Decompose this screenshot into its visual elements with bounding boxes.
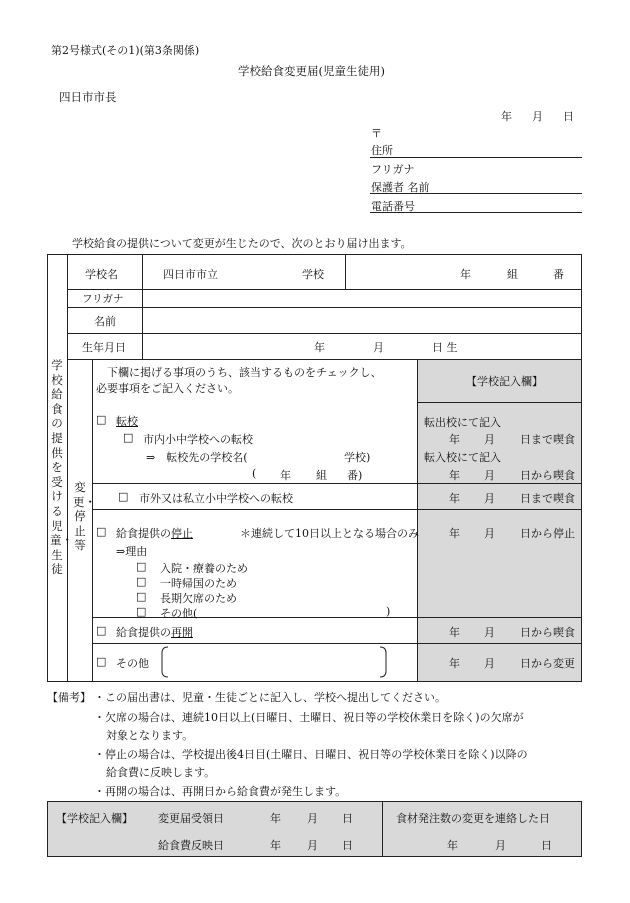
resume-checkbox[interactable]: □	[96, 624, 107, 637]
birth-month: 月	[373, 341, 384, 354]
school-suffix: 学校	[302, 268, 324, 281]
other-from: 日から変更	[520, 657, 575, 670]
destination-school-close: 学校)	[344, 451, 371, 464]
out-month: 月	[484, 433, 495, 446]
address-label: 住所	[371, 144, 393, 157]
received-day: 日	[342, 812, 353, 825]
remark-1: ・この届出書は、児童・生徒ごとに記入し、学校へ提出してください。	[94, 691, 446, 704]
remarks-label: 【備考】	[47, 691, 91, 704]
in-month: 月	[484, 469, 495, 482]
out-year: 年	[449, 433, 460, 446]
destination-year: 年	[280, 469, 291, 482]
notified-date-label: 食材発注数の変更を連絡した日	[396, 812, 550, 825]
instruction-line1: 下欄に掲げる事項のうち、該当するものをチェックし、	[107, 366, 382, 379]
remark-3b: 給食費に反映します。	[106, 766, 216, 779]
phone-label: 電話番号	[371, 200, 415, 213]
reason2-label: 一時帰国のため	[160, 577, 237, 590]
inside-transfer-checkbox[interactable]: □	[123, 431, 134, 444]
notified-day: 日	[541, 839, 552, 852]
reason2-checkbox[interactable]: □	[136, 575, 147, 588]
reason4-checkbox[interactable]: □	[136, 605, 147, 618]
outside-transfer-label: 市外又は私立小中学校への転校	[139, 492, 293, 505]
other-checkbox[interactable]: □	[96, 655, 107, 668]
student-name-label: 名前	[94, 315, 116, 328]
furigana-label: フリガナ	[371, 163, 415, 176]
phone-field[interactable]	[370, 212, 582, 213]
stop-note: ＊連続して10日以上となる場合のみ	[240, 527, 419, 540]
grade-number: 番	[553, 268, 564, 281]
stop-checkbox[interactable]: □	[96, 525, 107, 538]
grade-year: 年	[460, 268, 471, 281]
destination-paren: (	[252, 467, 257, 480]
bottom-school-label: 【学校記入欄】	[56, 812, 133, 825]
school-label: 学校名	[85, 268, 118, 281]
change-label: 変更・停止等	[73, 480, 96, 553]
birth-day: 日 生	[432, 341, 458, 354]
reason1-label: 入院・療養のため	[160, 562, 248, 575]
stop-year: 年	[449, 527, 460, 540]
intro-text: 学校給食の提供について変更が生じたので、次のとおり届け出ます。	[72, 237, 412, 250]
other-label: その他	[116, 657, 149, 670]
address-field[interactable]	[370, 157, 582, 158]
addressee: 四日市市長	[59, 90, 117, 104]
remark-2a: ・欠席の場合は、連続10日以上(日曜日、土曜日、祝日等の学校休業日を除く)の欠席が	[94, 711, 524, 724]
other-bracket-field[interactable]	[160, 645, 388, 679]
reason3-checkbox[interactable]: □	[136, 590, 147, 603]
stop-reason-label: ⇒理由	[116, 545, 148, 558]
birth-year: 年	[314, 341, 325, 354]
reason4-label: その他(	[160, 607, 198, 620]
postal-mark: 〒	[371, 127, 382, 140]
outside-month: 月	[484, 492, 495, 505]
side-label: 学校給食の提供を受ける児童・生徒	[50, 358, 73, 577]
instruction-line2: 必要事項をご記入ください。	[96, 382, 239, 395]
other-month: 月	[484, 657, 495, 670]
school-prefix: 四日市市立	[163, 268, 218, 281]
applied-month: 月	[307, 839, 318, 852]
stop-from: 日から停止	[520, 527, 575, 540]
guardian-label: 保護者 名前	[371, 181, 430, 194]
outside-transfer-checkbox[interactable]: □	[118, 490, 129, 503]
outside-year: 年	[449, 492, 460, 505]
outside-until-eat: 日まで喫食	[520, 492, 575, 505]
grade-class: 組	[507, 268, 518, 281]
resume-year: 年	[449, 626, 460, 639]
transfer-label: 転校	[116, 415, 138, 428]
remark-2b: 対象となります。	[106, 729, 194, 742]
form-code: 第2号様式(その1)(第3条関係)	[51, 44, 200, 57]
date-year[interactable]: 年	[501, 110, 512, 123]
destination-school-label: ⇒ 転校先の学校名(	[146, 451, 248, 464]
received-month: 月	[307, 812, 318, 825]
reason1-checkbox[interactable]: □	[136, 560, 147, 573]
out-school-note: 転出校にて記入	[424, 416, 501, 429]
resume-from: 日から喫食	[520, 626, 575, 639]
stop-month: 月	[484, 527, 495, 540]
birthdate-label: 生年月日	[82, 341, 126, 354]
notified-month: 月	[495, 839, 506, 852]
in-school-note: 転入校にて記入	[424, 451, 501, 464]
applied-year: 年	[270, 839, 281, 852]
in-from-eat: 日から喫食	[520, 469, 575, 482]
other-year: 年	[449, 657, 460, 670]
date-month[interactable]: 月	[532, 110, 543, 123]
guardian-field[interactable]	[370, 193, 582, 194]
applied-date-label: 給食費反映日	[158, 839, 224, 852]
received-year: 年	[270, 812, 281, 825]
transfer-checkbox[interactable]: □	[96, 413, 107, 426]
resume-month: 月	[484, 626, 495, 639]
reason4-close: )	[386, 605, 391, 618]
applied-day: 日	[342, 839, 353, 852]
destination-class: 組	[316, 469, 327, 482]
remark-3a: ・停止の場合は、学校提出後4日目(土曜日、日曜日、祝日等の学校休業日を除く)以降の	[94, 748, 528, 761]
resume-label: 給食提供の再開	[116, 626, 193, 639]
in-year: 年	[449, 469, 460, 482]
student-furigana-label: フリガナ	[82, 293, 124, 305]
notified-year: 年	[447, 839, 458, 852]
destination-number: 番)	[347, 469, 363, 482]
school-column-header: 【学校記入欄】	[466, 375, 543, 388]
inside-transfer-label: 市内小中学校への転校	[143, 433, 253, 446]
remark-4: ・再開の場合は、再開日から給食費が発生します。	[94, 785, 347, 798]
form-title: 学校給食変更届(児童生徒用)	[238, 64, 385, 78]
received-date-label: 変更届受領日	[158, 812, 224, 825]
reason3-label: 長期欠席のため	[160, 592, 237, 605]
stop-label: 給食提供の停止	[116, 527, 193, 540]
out-until-eat: 日まで喫食	[520, 433, 575, 446]
date-day[interactable]: 日	[563, 110, 574, 123]
